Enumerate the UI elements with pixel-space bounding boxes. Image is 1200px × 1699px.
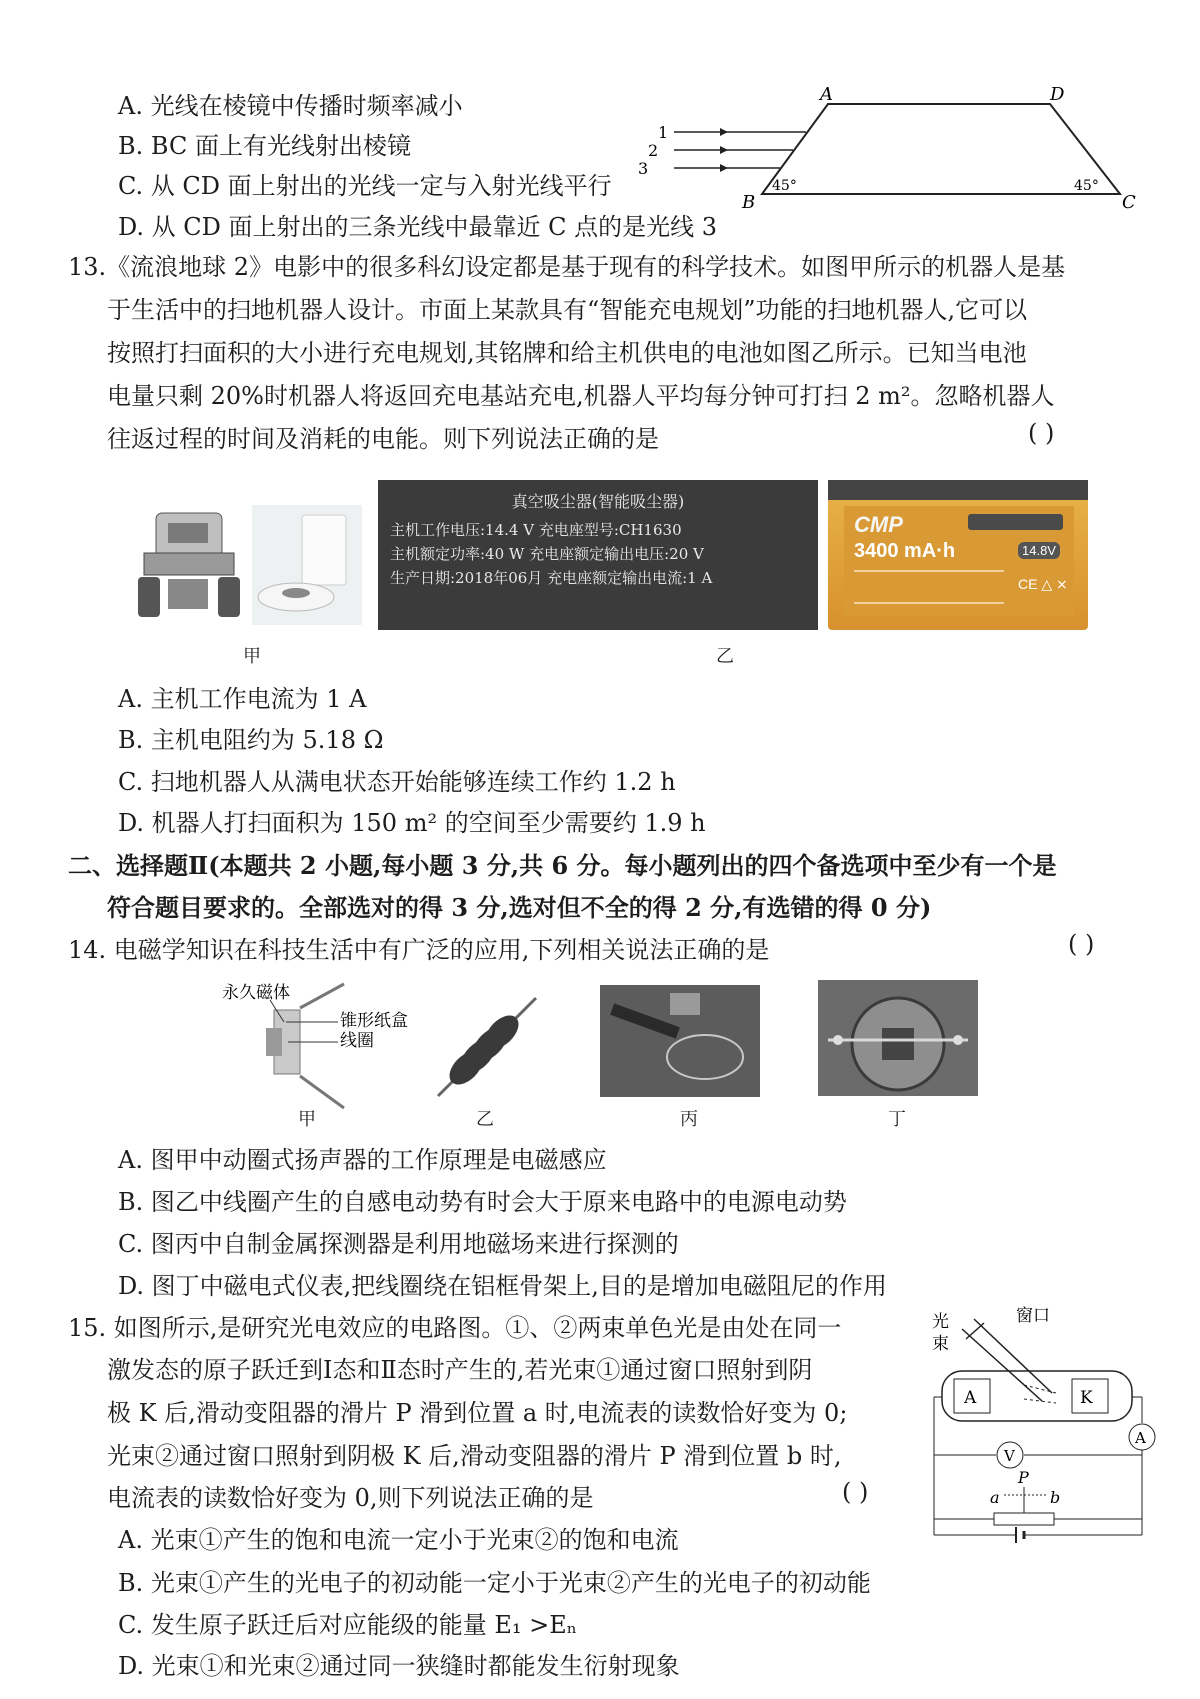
ray-3-arrow xyxy=(720,164,728,172)
ray-1-arrow xyxy=(720,128,728,136)
q14-option-b: B. 图乙中线圈产生的自感电动势有时会大于原来电路中的电源电动势 xyxy=(118,1188,847,1216)
q14-fig-label-jia: 甲 xyxy=(298,1109,316,1130)
meter-photo xyxy=(818,980,978,1096)
voltmeter-label: V xyxy=(1004,1447,1015,1465)
q13-answer-paren: ( ) xyxy=(1028,419,1055,447)
q15-stem-line-5: 电流表的读数恰好变为 0,则下列说法正确的是 xyxy=(107,1484,594,1512)
q12-option-b: B. BC 面上有光线射出棱镜 xyxy=(118,132,411,160)
robot-photo xyxy=(134,505,244,625)
light-label-char-1: 光 xyxy=(932,1312,949,1332)
q15-option-b: B. 光束①产生的光电子的初动能一定小于光束②产生的光电子的初动能 xyxy=(118,1569,871,1597)
ray-3-label: 3 xyxy=(638,159,649,178)
q15-answer-paren: ( ) xyxy=(842,1478,869,1506)
nameplate-row-2: 主机额定功率:40 W 充电座额定输出电压:20 V xyxy=(390,545,704,563)
q13-fig-label-yi: 乙 xyxy=(716,646,734,667)
anode-label: A xyxy=(964,1388,977,1408)
speaker-diagram xyxy=(222,982,452,1112)
q15-stem-line-1: 15. 如图所示,是研究光电效应的电路图。①、②两束单色光是由处在同一 xyxy=(68,1314,842,1342)
window-label: 窗口 xyxy=(1016,1306,1050,1326)
q13-option-a: A. 主机工作电流为 1 A xyxy=(118,685,367,713)
nameplate-row-3: 生产日期:2018年06月 充电座额定输出电流:1 A xyxy=(390,569,713,587)
q15-option-c: C. 发生原子跃迁后对应能级的能量 E₁ >Eₙ xyxy=(118,1611,578,1639)
q13-option-d: D. 机器人打扫面积为 150 m² 的空间至少需要约 1.9 h xyxy=(118,809,706,837)
q15-stem-line-2: 激发态的原子跃迁到Ⅰ态和Ⅱ态时产生的,若光束①通过窗口照射到阴 xyxy=(107,1356,813,1384)
battery-brand: CMP xyxy=(854,512,903,537)
angle-b-label: 45° xyxy=(772,178,797,194)
q14-option-a: A. 图甲中动圈式扬声器的工作原理是电磁感应 xyxy=(118,1146,607,1174)
q14-option-c: C. 图丙中自制金属探测器是利用地磁场来进行探测的 xyxy=(118,1230,679,1258)
q13-fig-label-jia: 甲 xyxy=(243,646,261,667)
battery-capacity: 3400 mA·h xyxy=(854,540,956,562)
photoelectric-circuit xyxy=(932,1305,1162,1575)
battery-voltage: 14.8V xyxy=(1018,542,1060,559)
q13-stem-line-5: 往返过程的时间及消耗的电能。则下列说法正确的是 xyxy=(107,425,659,453)
label-cone: 锥形纸盒 xyxy=(340,1011,408,1031)
angle-c-label: 45° xyxy=(1074,178,1099,194)
battery-cert-marks: CE △ ⨯ xyxy=(1018,576,1068,592)
ray-1-label: 1 xyxy=(658,123,669,142)
q13-stem-line-1: 13.《流浪地球 2》电影中的很多科幻设定都是基于现有的科学技术。如图甲所示的机器人是基 xyxy=(68,253,1066,281)
metal-detector-photo xyxy=(600,985,760,1097)
q13-stem-line-2: 于生活中的扫地机器人设计。市面上某款具有“智能充电规划”功能的扫地机器人,它可以 xyxy=(107,296,1028,324)
q13-stem-line-3: 按照打扫面积的大小进行充电规划,其铭牌和给主机供电的电池如图乙所示。已知当电池 xyxy=(107,339,1027,367)
coil-diagram xyxy=(432,992,542,1102)
position-a-label: a xyxy=(990,1488,1000,1507)
vacuum-photo xyxy=(252,505,362,625)
slider-p-label: P xyxy=(1018,1468,1029,1487)
ammeter-label: A xyxy=(1135,1429,1146,1447)
nameplate-title: 真空吸尘器(智能吸尘器) xyxy=(511,492,685,511)
cathode-label: K xyxy=(1080,1388,1093,1408)
nameplate xyxy=(378,480,818,630)
vertex-c-label: C xyxy=(1122,192,1136,213)
vertex-d-label: D xyxy=(1050,84,1065,105)
q14-stem: 14. 电磁学知识在科技生活中有广泛的应用,下列相关说法正确的是 xyxy=(68,936,770,964)
q14-option-d: D. 图丁中磁电式仪表,把线圈绕在铝框骨架上,目的是增加电磁阻尼的作用 xyxy=(118,1272,887,1300)
nameplate-row-1: 主机工作电压:14.4 V 充电座型号:CH1630 xyxy=(390,521,682,539)
light-label-char-2: 束 xyxy=(932,1334,949,1354)
q12-option-d: D. 从 CD 面上射出的三条光线中最靠近 C 点的是光线 3 xyxy=(118,213,718,241)
ray-2-label: 2 xyxy=(648,141,659,160)
label-permanent-magnet: 永久磁体 xyxy=(222,983,290,1003)
q15-stem-line-3: 极 K 后,滑动变阻器的滑片 P 滑到位置 a 时,电流表的读数恰好变为 0; xyxy=(107,1399,848,1427)
prism-diagram xyxy=(638,82,1160,213)
ray-2-arrow xyxy=(720,146,728,154)
section-2-heading-line-2: 符合题目要求的。全部选对的得 3 分,选对但不全的得 2 分,有选错的得 0 分) xyxy=(107,893,932,922)
q14-fig-label-ding: 丁 xyxy=(888,1109,906,1130)
label-coil: 线圈 xyxy=(340,1031,374,1051)
q13-option-b: B. 主机电阻约为 5.18 Ω xyxy=(118,726,384,754)
q15-option-a: A. 光束①产生的饱和电流一定小于光束②的饱和电流 xyxy=(118,1526,679,1554)
q12-option-c: C. 从 CD 面上射出的光线一定与入射光线平行 xyxy=(118,172,612,200)
q14-fig-label-yi: 乙 xyxy=(476,1109,494,1130)
vertex-a-label: A xyxy=(820,84,833,105)
battery-photo xyxy=(828,480,1088,630)
vertex-b-label: B xyxy=(742,192,756,213)
q14-fig-label-bing: 丙 xyxy=(680,1109,698,1130)
rheostat xyxy=(994,1513,1054,1525)
q12-option-a: A. 光线在棱镜中传播时频率减小 xyxy=(118,92,463,120)
section-2-heading-line-1: 二、选择题Ⅱ(本题共 2 小题,每小题 3 分,共 6 分。每小题列出的四个备选项中至少有一个是 xyxy=(68,851,1057,880)
q15-option-d: D. 光束①和光束②通过同一狭缝时都能发生衍射现象 xyxy=(118,1652,680,1680)
position-b-label: b xyxy=(1050,1488,1061,1507)
q13-stem-line-4: 电量只剩 20%时机器人将返回充电基站充电,机器人平均每分钟可打扫 2 m²。忽略机器人 xyxy=(107,382,1055,410)
q13-option-c: C. 扫地机器人从满电状态开始能够连续工作约 1.2 h xyxy=(118,768,676,796)
q14-answer-paren: ( ) xyxy=(1068,930,1095,958)
q15-stem-line-4: 光束②通过窗口照射到阴极 K 后,滑动变阻器的滑片 P 滑到位置 b 时, xyxy=(107,1442,842,1470)
